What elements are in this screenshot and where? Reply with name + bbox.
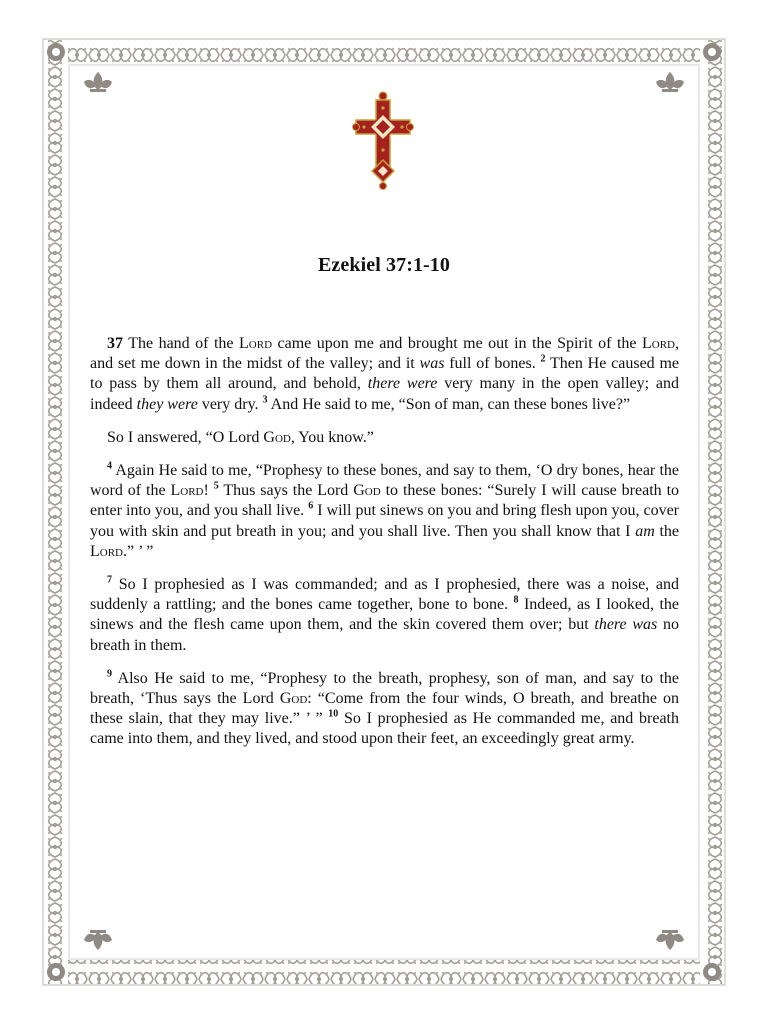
verse-number: 6	[308, 501, 314, 513]
verse-paragraph	[90, 428, 679, 448]
italic-text: was	[419, 355, 445, 373]
verse-text: full of bones.	[444, 355, 541, 373]
small-caps-text: ord	[99, 542, 124, 560]
verse-text: , You know.”	[290, 428, 374, 446]
verse-text: .” ’ ”	[123, 542, 154, 560]
verse-number: 5	[213, 480, 219, 492]
scripture-text	[90, 334, 679, 763]
verse-number: 3	[262, 394, 268, 406]
verse-number: 9	[107, 668, 112, 680]
italic-text: there were	[367, 375, 438, 393]
small-caps-text: od	[291, 690, 308, 708]
small-caps-text: ord	[651, 335, 675, 352]
verse-paragraph	[90, 334, 679, 415]
small-caps-text: od	[364, 482, 381, 500]
verse-number: 10	[328, 708, 339, 720]
verse-text: !	[203, 482, 214, 500]
coptic-cross-icon	[352, 90, 414, 192]
fleur-de-lis-icon	[656, 930, 684, 950]
fleur-de-lis-icon	[656, 72, 684, 92]
verse-number: 7	[107, 574, 112, 586]
verse-text: I will put sinews on you and bring flesh upon you, cover you with skin and put breath in you; and you shall live. Then you shall know that I	[90, 502, 679, 540]
verse-text: Thus says the Lord G	[218, 482, 365, 500]
verse-text: no breath in them.	[90, 616, 679, 654]
chapter-number: 37	[107, 335, 123, 352]
small-caps-text: ord	[180, 482, 204, 500]
verse-number: 4	[107, 460, 112, 472]
verse-number: 2	[540, 353, 546, 365]
verse-text: to these bones: “Surely I will cause breath to enter into you, and you shall live.	[90, 482, 680, 520]
verse-text: Indeed, as I looked, the sinews and the flesh came upon them, and the skin covered them over; but	[90, 596, 680, 634]
italic-text: am	[635, 522, 655, 540]
small-caps-text: ord	[248, 335, 273, 352]
verse-text: very dry.	[197, 395, 263, 413]
fleur-de-lis-icon	[84, 72, 112, 92]
verse-paragraph	[90, 461, 679, 562]
verse-text: Then He caused me to pass by them all around, and behold,	[90, 355, 680, 393]
verse-text: So I prophesied as I was commanded; and as I prophesied, there was a noise, and suddenly a rattling; and the bones came together, bone to bone.	[90, 576, 679, 614]
verse-text: came upon me and brought me out in the Spirit of the L	[272, 335, 652, 352]
fleur-de-lis-icon	[84, 930, 112, 950]
small-caps-text: od	[274, 428, 291, 446]
verse-text: Again He said to me, “Prophesy to these bones, and say to them, ‘O dry bones, hear the word of the L	[90, 462, 679, 500]
verse-paragraph	[90, 669, 679, 750]
italic-text: there was	[594, 616, 658, 634]
verse-text: Also He said to me, “Prophesy to the breath, prophesy, son of man, and say to the breath, ‘Thus says the Lord G	[90, 669, 679, 708]
verse-text: the L	[90, 522, 679, 560]
italic-text: they were	[136, 395, 198, 413]
verse-text: , and set me down in the midst of the valley; and it	[90, 335, 679, 373]
verse-paragraph	[90, 575, 679, 656]
verse-text: : “Come from the four winds, O breath, and breathe on these slain, that they may live.” ’ ”	[90, 690, 679, 728]
verse-text: And He said to me, “Son of man, can these bones live?”	[267, 395, 631, 413]
verse-number: 8	[513, 594, 519, 606]
verse-text: So I prophesied as He commanded me, and breath came into them, and they lived, and stood upon their feet, an exceedingly great army.	[90, 710, 680, 748]
verse-text: The hand of the L	[123, 335, 249, 352]
verse-text: very many in the open valley; and indeed	[90, 375, 680, 413]
page-title: Ezekiel 37:1-10	[317, 254, 451, 276]
verse-text: So I answered, “O Lord G	[107, 428, 275, 446]
